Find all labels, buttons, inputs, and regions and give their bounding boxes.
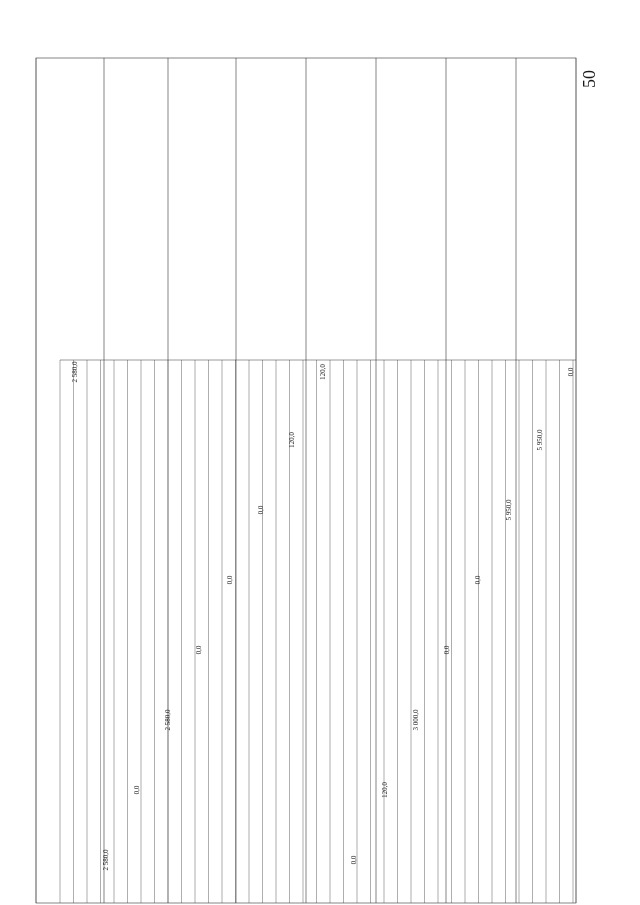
numeric-cell: 120,0 — [381, 782, 389, 798]
numeric-cell: 5 950,0 — [505, 499, 513, 521]
numeric-cell: 0,0 — [350, 855, 358, 865]
page-number: 50 — [579, 70, 599, 88]
numeric-cell: 2 580,0 — [71, 361, 79, 383]
numeric-cell: 120,0 — [319, 364, 327, 380]
numeric-cell: 3 000,0 — [412, 709, 420, 731]
numeric-cell: 2 580,0 — [164, 709, 172, 731]
numeric-cell: 0,0 — [195, 645, 203, 655]
numeric-cell: 0,0 — [567, 367, 575, 377]
numeric-cell: 2 580,0 — [102, 849, 110, 871]
numeric-cell: 0,0 — [443, 645, 451, 655]
numeric-cell: 5 950,0 — [536, 429, 544, 451]
numeric-cell: 0,0 — [474, 575, 482, 585]
numeric-cell: 0,0 — [257, 505, 265, 515]
table-grid — [36, 58, 576, 903]
numeric-cell: 0,0 — [226, 575, 234, 585]
numeric-cells — [71, 361, 575, 871]
numeric-cell: 0,0 — [133, 785, 141, 795]
numeric-cell: 120,0 — [288, 432, 296, 448]
